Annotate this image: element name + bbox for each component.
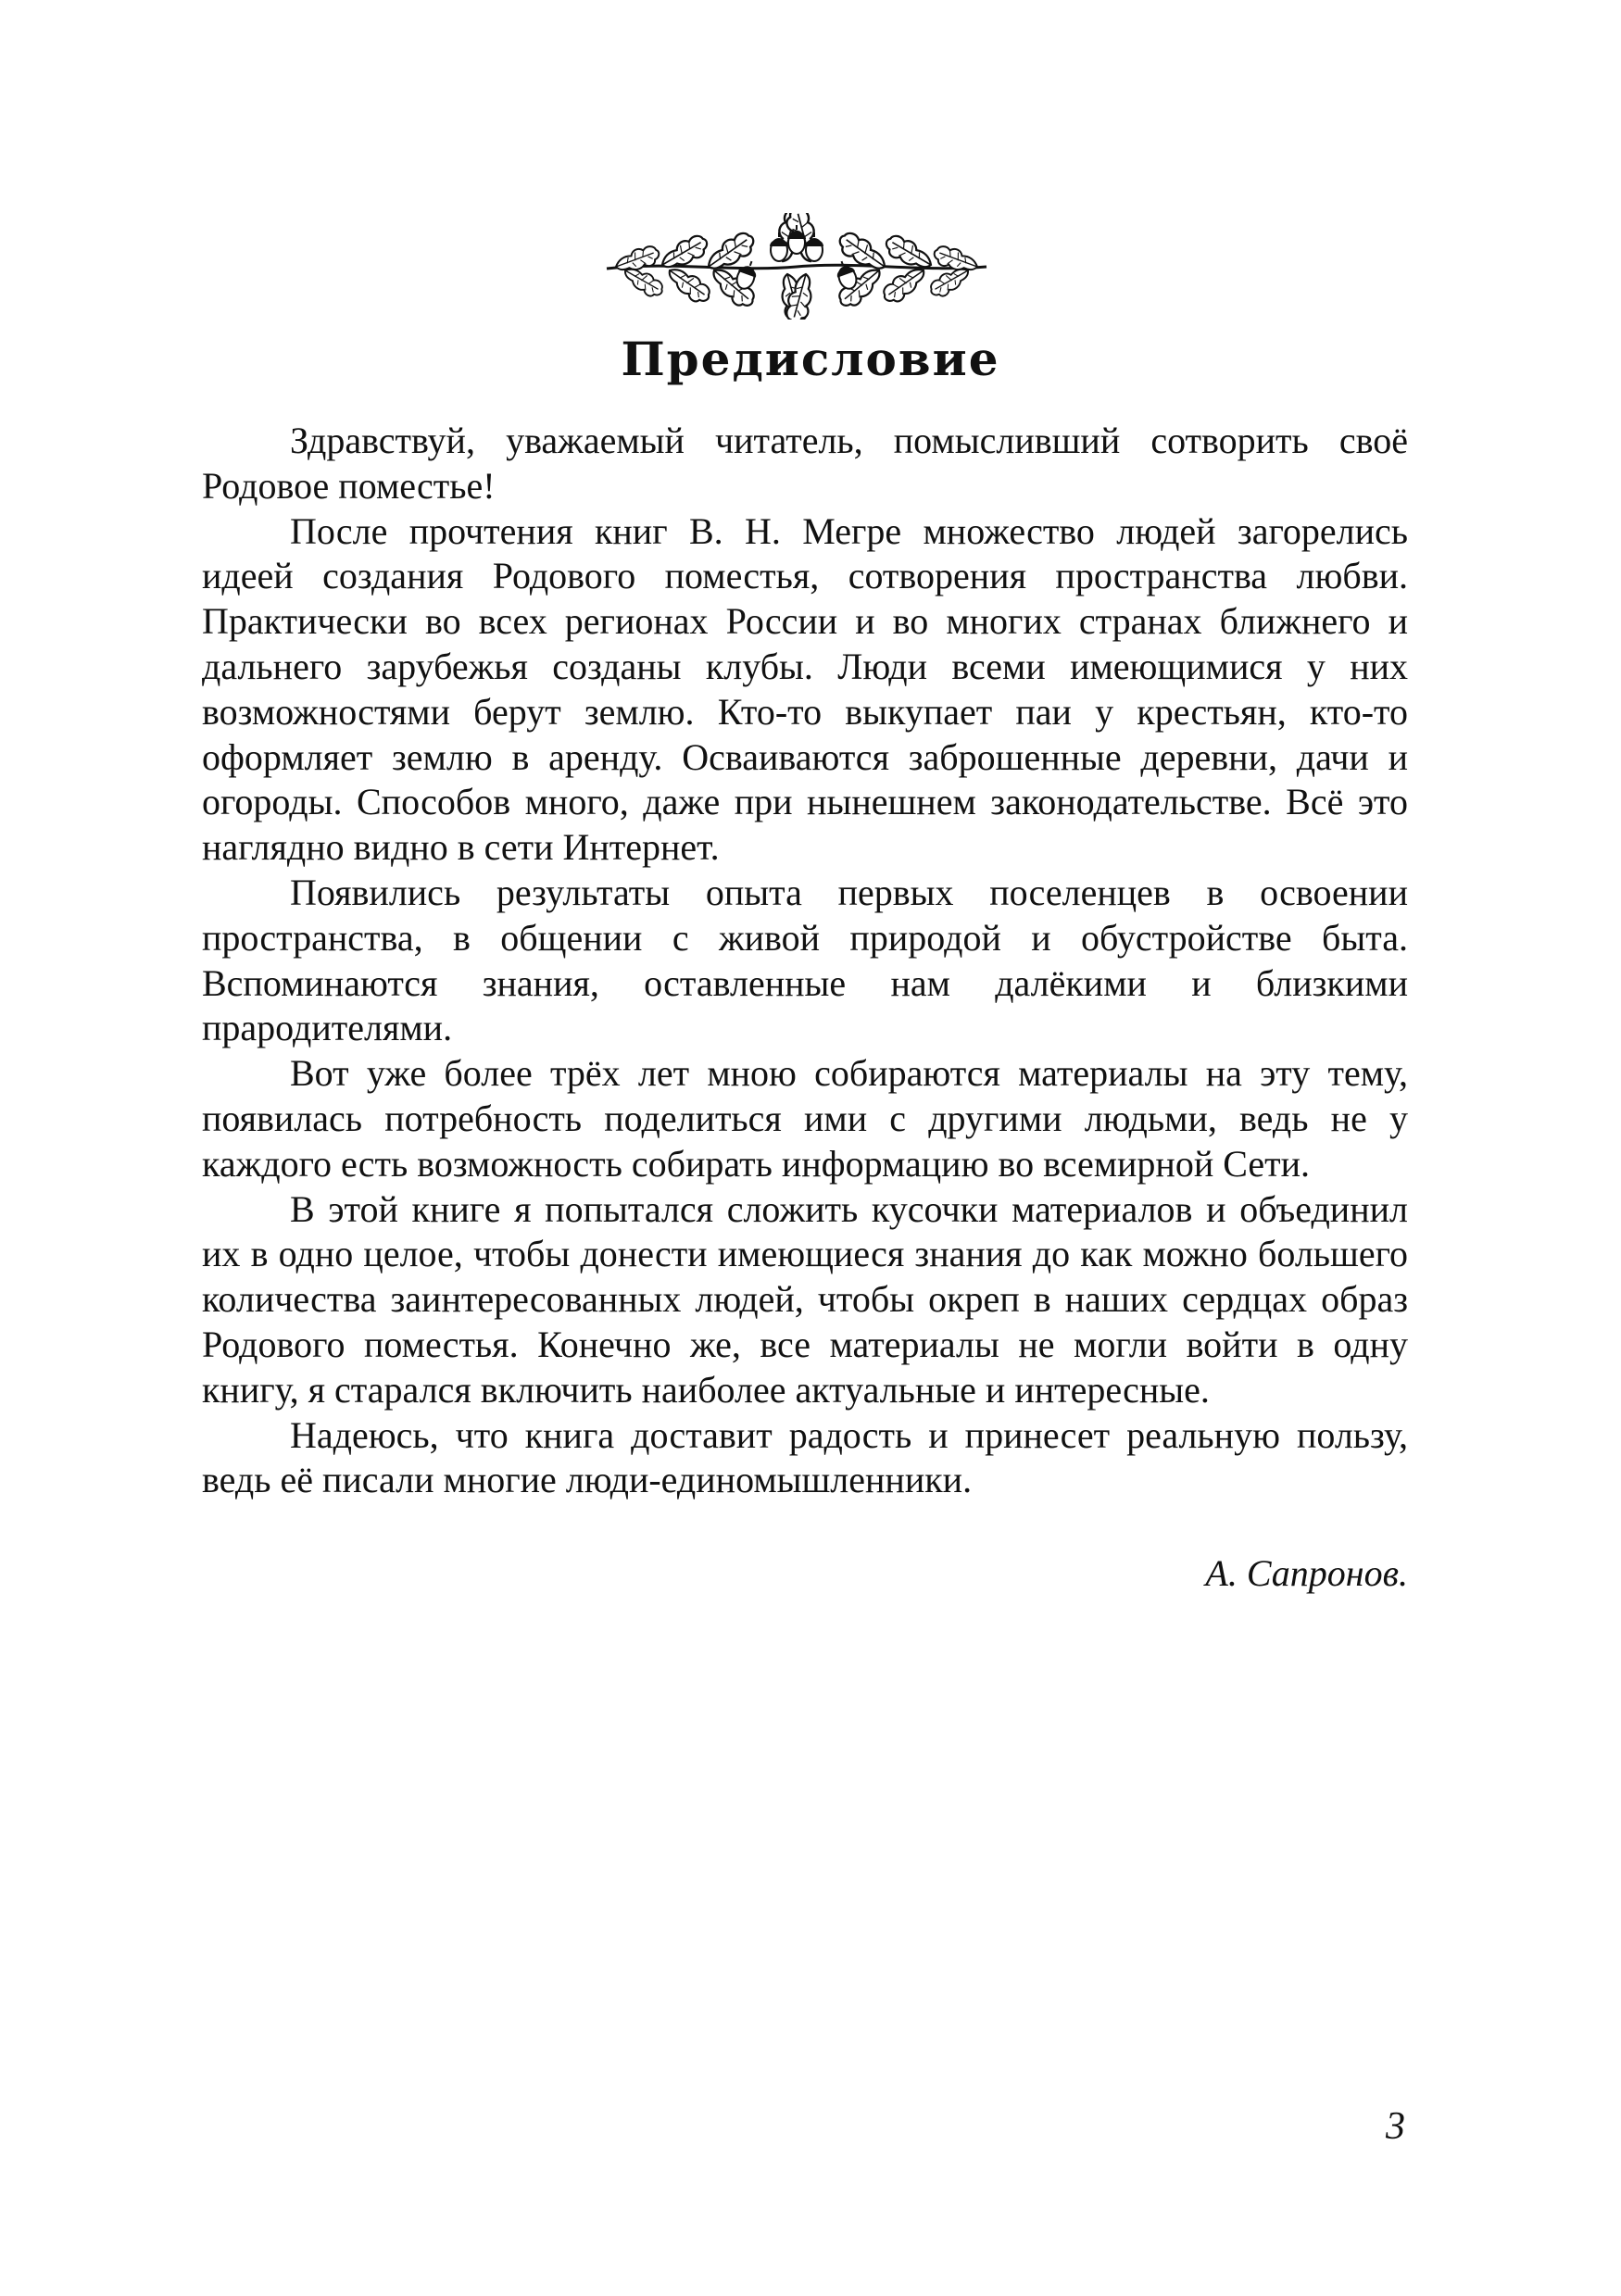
paragraph: Вот уже более трёх лет мною собираются материалы на эту тему, появилась потребность поделиться ими с другими людьми, ведь не у каждого есть возможность собирать информацию во всемирной Сети. bbox=[202, 1052, 1408, 1185]
oak-leaf-ornament-icon bbox=[597, 213, 996, 320]
author-signature: А. Сапронов. bbox=[1205, 1552, 1408, 1594]
paragraph: Здравствуй, уважаемый читатель, помысливший сотворить своё Родовое поместье! bbox=[202, 420, 1408, 507]
page-title: Предисловие bbox=[621, 332, 1000, 386]
paragraph: Появились результаты опыта первых поселенцев в освоении пространства, в общении с живой природой и обустройстве быта. Вспоминаются знания, оставленные нам далёкими и близкими прародителями. bbox=[202, 871, 1408, 1049]
paragraph: После прочтения книг В. Н. Мегре множество людей загорелись идеей создания Родового поместья, сотворения пространства любви. Практически во всех регионах России и во многих странах ближнего и дальнего зарубежья созданы клубы. Люди всеми имеющимися у них возможностями берут землю. Кто-то выкупает паи у крестьян, кто-то оформляет землю в аренду. Осваиваются заброшенные деревни, дачи и огороды. Способов много, даже при нынешнем законодательстве. Всё это наглядно видно в сети Интернет. bbox=[202, 509, 1408, 869]
preface-body bbox=[202, 419, 1408, 1503]
paragraph: В этой книге я попытался сложить кусочки материалов и объединил их в одно целое, чтобы донести имеющиеся знания до как можно большего количества заинтересованных людей, чтобы окреп в наших сердцах образ Родового поместья. Конечно же, все материалы не могли войти в одну книгу, я старался включить наиболее актуальные и интересные. bbox=[202, 1187, 1408, 1411]
paragraph: Надеюсь, что книга доставит радость и принесет реальную пользу, ведь её писали многие люди-единомышленники. bbox=[202, 1413, 1408, 1501]
page-number: 3 bbox=[1386, 2105, 1405, 2148]
